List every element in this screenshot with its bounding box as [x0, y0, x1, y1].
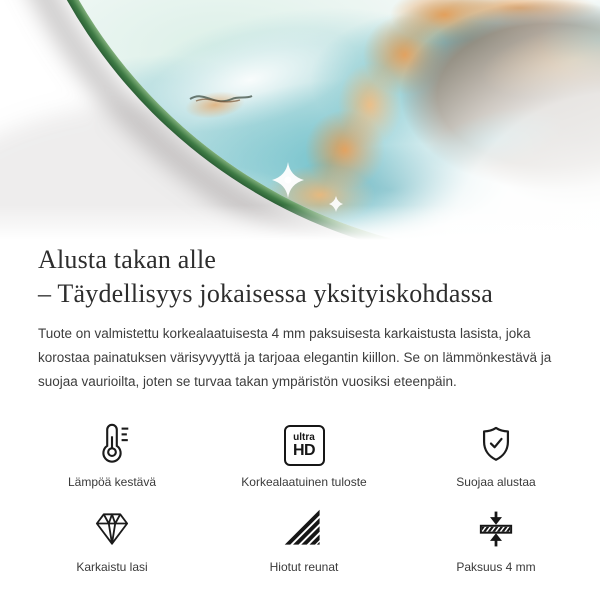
- feature-label: Karkaistu lasi: [76, 560, 148, 574]
- feature-label: Korkealaatuinen tuloste: [241, 475, 367, 489]
- shield-check-icon: [474, 420, 518, 466]
- page-title: [38, 243, 572, 311]
- feature-thickness-4mm: [400, 505, 592, 574]
- ultra-hd-text-bottom: HD: [292, 442, 316, 459]
- product-photo-round-glass-panel[interactable]: [0, 0, 600, 240]
- feature-polished-edges: [208, 505, 400, 574]
- feature-protects-surface: [400, 420, 592, 489]
- diamond-icon: [90, 505, 134, 551]
- title-line-2: – Täydellisyys jokaisessa yksityiskohdassa: [38, 279, 493, 308]
- ultra-hd-text-top: ultra: [293, 432, 315, 443]
- feature-label: Suojaa alustaa: [456, 475, 536, 489]
- feature-label: Hiotut reunat: [269, 560, 339, 574]
- product-info-section: [0, 243, 600, 574]
- thermometer-heat-icon: [89, 420, 135, 466]
- feature-high-quality-print: [208, 420, 400, 489]
- feature-heat-resistant: [16, 420, 208, 489]
- feature-grid: [16, 420, 592, 574]
- feature-label: Lämpöä kestävä: [67, 475, 157, 489]
- feature-label: Paksuus 4 mm: [456, 560, 536, 574]
- hero-marble-illustration: [0, 0, 600, 240]
- feature-tempered-glass: [16, 505, 208, 574]
- polished-edges-icon: [282, 505, 326, 551]
- ultra-hd-icon: [284, 420, 325, 466]
- title-line-1: Alusta takan alle: [38, 245, 217, 274]
- product-description: Tuote on valmistettu korkealaatuisesta 4 mm paksuisesta karkaistusta lasista, joka korostaa painatuksen värisyvyyttä ja tarjoaa elegantin kiillon. Se on lämmönkestävä ja suojaa vaurioilta, joten se turvaa takan ympäristön vuosiksi eteenpäin.: [38, 326, 552, 389]
- thickness-press-icon: [474, 505, 518, 551]
